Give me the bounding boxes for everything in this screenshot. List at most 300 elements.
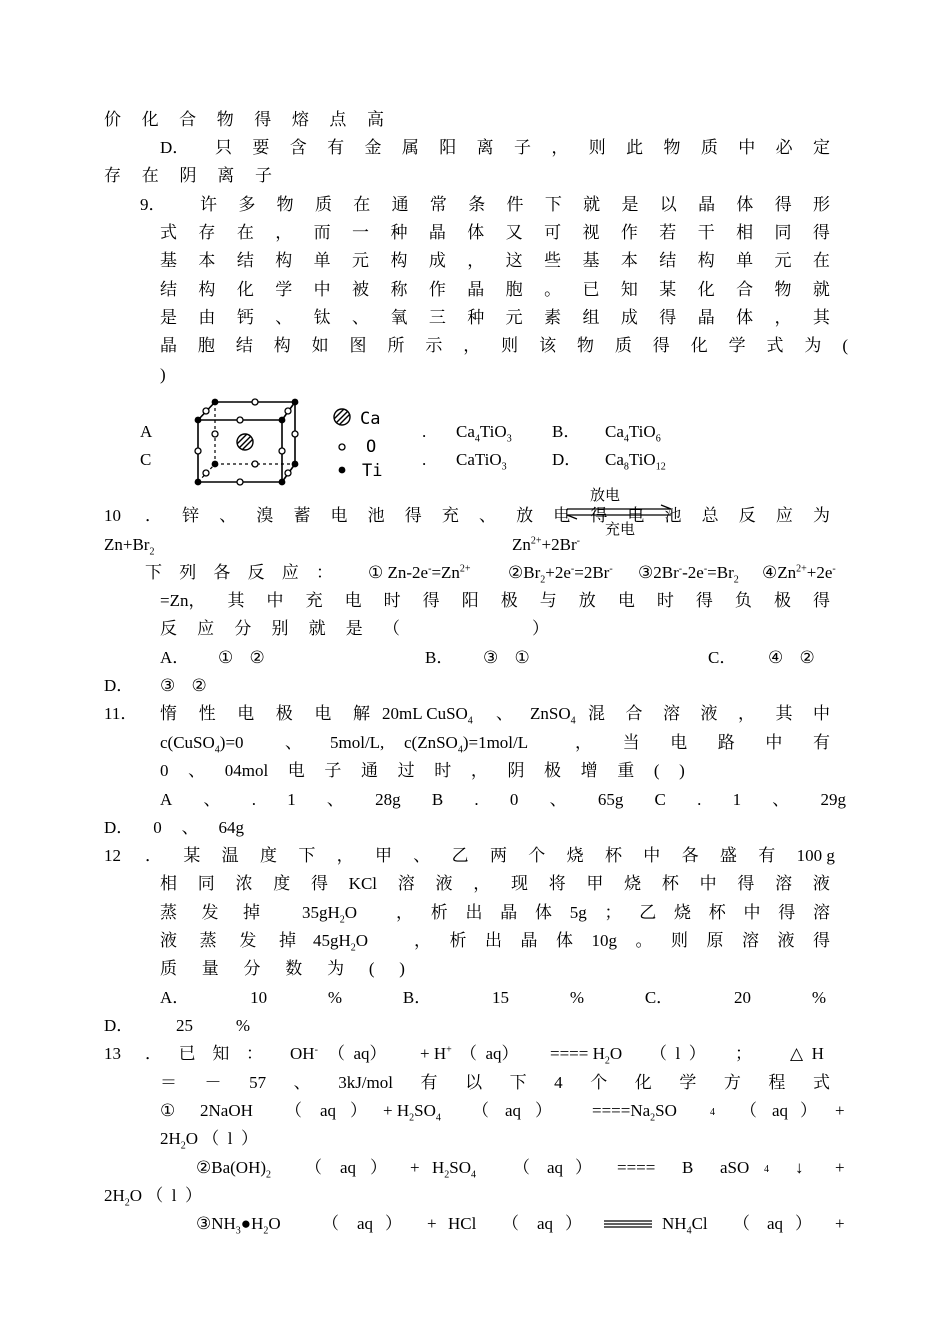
char: 、 — [413, 846, 431, 865]
char: ( — [842, 336, 848, 355]
char: % — [569, 988, 585, 1007]
char: 若 — [659, 223, 677, 242]
char: 该 — [539, 336, 557, 355]
char: 3kJ/mol — [338, 1073, 393, 1092]
char: 构 — [390, 251, 408, 270]
char: 得 — [590, 506, 608, 525]
char: 高 — [366, 110, 384, 129]
reversible-arrow — [565, 504, 675, 520]
q11-line-2d: c(ZnSO$_4$)=1mol/L — [404, 733, 529, 756]
q13-eq1-i: ） — [535, 1101, 552, 1120]
char: 素 — [544, 308, 562, 327]
char: 结 — [659, 251, 677, 270]
char: =Zn， — [160, 591, 206, 610]
char: . — [474, 790, 479, 809]
char: 程 — [768, 1073, 786, 1092]
char: ( — [653, 761, 660, 780]
q9-option-c-value: CaTiO$_3$ — [456, 450, 507, 473]
char: 掉 — [278, 931, 296, 950]
q13-eq3-i: ） — [565, 1214, 582, 1233]
char: 电 — [314, 704, 332, 723]
char: 浓 — [235, 874, 253, 893]
char: 则 — [588, 138, 606, 157]
char: 掉 — [243, 903, 260, 922]
char: 中 — [765, 733, 783, 752]
char: 。 — [635, 931, 653, 950]
char: A． — [160, 988, 190, 1007]
char: 、 — [188, 761, 206, 780]
q13-eq3-n: ） — [795, 1214, 812, 1233]
char: 构 — [273, 336, 291, 355]
char: 电 — [617, 591, 635, 610]
char: ， — [738, 704, 755, 723]
char: 放 — [578, 591, 596, 610]
char: 20 — [734, 988, 751, 1007]
char: 析 — [430, 903, 448, 922]
char: 此 — [626, 138, 644, 157]
char: 属 — [401, 138, 419, 157]
char: 体 — [556, 931, 573, 950]
char: 、 — [219, 506, 237, 525]
char: 质 — [314, 195, 332, 214]
q13-eq1-m: aq — [772, 1101, 789, 1120]
char: 构 — [697, 251, 715, 270]
char: 溴 — [256, 506, 274, 525]
char: 负 — [734, 591, 752, 610]
char: 学 — [679, 1073, 697, 1092]
char: 一 — [352, 223, 370, 242]
char: 基 — [582, 251, 600, 270]
q12-number: 12 — [104, 846, 121, 865]
char: 元 — [352, 251, 370, 270]
char: ， — [467, 251, 485, 270]
char: 得 — [404, 506, 422, 525]
q10-line-5-close: ） — [532, 619, 549, 638]
char: 这 — [505, 251, 523, 270]
char: 已 — [178, 1044, 196, 1063]
char: 式 — [160, 223, 177, 242]
char: 重 — [617, 761, 635, 780]
char: 杯 — [708, 903, 726, 922]
q13-eq2-line-2: $2H_2O$ （ l ） — [104, 1186, 203, 1209]
q13-delta-h: △ H — [790, 1044, 824, 1063]
q10-option-a: A． — [160, 648, 190, 667]
char: 化 — [690, 336, 708, 355]
char: 熔 — [291, 110, 309, 129]
q9-option-c-dot: . — [422, 450, 427, 469]
char: 相 — [160, 874, 177, 893]
char: 为 — [812, 506, 830, 525]
char: 100 g — [796, 846, 835, 865]
char: 溶 — [742, 931, 759, 950]
char: 增 — [580, 761, 598, 780]
char: ， — [470, 761, 488, 780]
q10-reaction-2: $②Br_2+2e^-=2Br^-$ — [508, 563, 613, 586]
char: 池 — [664, 506, 682, 525]
char: 得 — [813, 931, 830, 950]
q9-option-a-label: A — [140, 422, 153, 441]
char: 极 — [500, 591, 518, 610]
char: 阳 — [461, 591, 479, 610]
q10-discharge-label: 放电 — [590, 488, 621, 504]
q10-option-a-value: ① ② — [218, 648, 265, 667]
char: 胞 — [197, 336, 215, 355]
q12-options — [160, 988, 826, 1008]
char: 中 — [743, 903, 761, 922]
char: 许 — [200, 195, 217, 214]
q13-eq3-g: （ — [502, 1214, 519, 1233]
q13-aq-1: （ aq） — [328, 1044, 387, 1063]
q10-reaction-4: $④Zn^{2+}+2e^-$ — [762, 563, 836, 582]
q13-eq1-f: + $H_2SO_4$ — [383, 1101, 441, 1124]
char: 分 — [243, 959, 261, 978]
char: 个 — [590, 1073, 608, 1092]
q9-option-b-value: $Ca_4TiO_6$ — [605, 422, 661, 445]
char: 、 — [478, 506, 496, 525]
char: 形 — [813, 195, 830, 214]
q12-line-4c — [414, 931, 830, 951]
char: 结 — [235, 336, 253, 355]
char: 三 — [428, 308, 446, 327]
char: 4 — [554, 1073, 563, 1092]
char: 、 — [549, 790, 567, 809]
char: 存 — [198, 223, 216, 242]
char: 物 — [774, 280, 792, 299]
char: 电 — [344, 591, 362, 610]
q10-option-b: B． — [425, 648, 454, 667]
char: 则 — [501, 336, 519, 355]
char: 度 — [259, 846, 277, 865]
char: 些 — [544, 251, 562, 270]
q11-line-1a — [160, 704, 370, 724]
char: 放 — [516, 506, 534, 525]
q13-line-1-words — [145, 1044, 263, 1064]
char: ， — [414, 931, 431, 950]
char: 物 — [216, 110, 234, 129]
char: 杯 — [661, 874, 679, 893]
q13-eq2-j: ==== — [617, 1158, 656, 1177]
char: 极 — [773, 591, 791, 610]
char: 、 — [326, 790, 344, 809]
char: 单 — [736, 251, 754, 270]
char: 件 — [506, 195, 524, 214]
char: 单 — [313, 251, 331, 270]
char: 析 — [449, 931, 467, 950]
char: 其 — [775, 704, 793, 723]
char: 晶 — [467, 280, 485, 299]
char: 种 — [390, 223, 408, 242]
char: 方 — [723, 1073, 741, 1092]
q11-line-2b: 、 — [285, 733, 302, 752]
q10-option-b-value: ③ ① — [483, 648, 530, 667]
char: 相 — [736, 223, 754, 242]
char: 元 — [774, 251, 792, 270]
char: 可 — [544, 223, 562, 242]
q9-line-6 — [160, 336, 848, 356]
char: 得 — [774, 195, 792, 214]
char: 两 — [489, 846, 507, 865]
char: 晶 — [160, 336, 177, 355]
char: 又 — [505, 223, 523, 242]
q13-eq2-a: $②Ba(OH)_2$ — [196, 1158, 272, 1181]
char: 反 — [160, 619, 177, 638]
char: 质 — [700, 138, 718, 157]
char: % — [235, 1016, 250, 1035]
q9-option-a-value: $Ca_4TiO_3$ — [456, 422, 512, 445]
q13-eq1-a: ① — [160, 1101, 176, 1120]
q11-line-2c: 5mol/L, — [330, 733, 385, 752]
q13-line-2 — [160, 1073, 830, 1093]
char: 以 — [659, 195, 677, 214]
char: 有 — [812, 733, 830, 752]
char: 乙 — [451, 846, 469, 865]
q12-line-2 — [160, 874, 830, 894]
char: 度 — [273, 874, 291, 893]
char: 阴 — [179, 166, 197, 185]
char: 定 — [813, 138, 830, 157]
char: 、 — [293, 1073, 311, 1092]
char: 电 — [553, 506, 571, 525]
char: 得 — [695, 591, 713, 610]
q13-h: + H+ — [420, 1044, 452, 1063]
q12-line-4a — [160, 931, 296, 951]
char: 通 — [391, 195, 409, 214]
char: 溶 — [813, 903, 830, 922]
char: ． — [145, 846, 162, 865]
char: 本 — [620, 251, 638, 270]
char: 1 — [287, 790, 296, 809]
char: 、 — [772, 790, 790, 809]
char: 解 — [352, 704, 370, 723]
char: D． — [104, 818, 134, 837]
legend-ca: Ca — [360, 409, 381, 429]
char: 成 — [428, 251, 446, 270]
q13-eq1-k: 4 — [710, 1107, 715, 1118]
char: 盛 — [719, 846, 737, 865]
char: 在 — [141, 166, 159, 185]
q13-eq1-j: $====Na_2SO$ — [592, 1101, 677, 1124]
q9-line-1 — [200, 195, 830, 215]
char: ， — [473, 874, 491, 893]
char: 液 — [435, 874, 453, 893]
q13-eq: ==== $H_2O$ — [550, 1044, 623, 1067]
char: 合 — [736, 280, 754, 299]
char: 是 — [160, 308, 177, 327]
char: 得 — [659, 308, 677, 327]
char: 中 — [813, 704, 830, 723]
q9-number: 9． — [140, 195, 166, 214]
q11-line-1c: 、 — [496, 704, 513, 723]
q10-reactant: $Zn+Br_2$ — [104, 535, 155, 558]
q13-eq2-l: aSO — [720, 1158, 750, 1177]
q11-line-1e — [588, 704, 830, 724]
char: 15 — [492, 988, 510, 1007]
char: 合 — [179, 110, 197, 129]
char: 应 — [197, 619, 215, 638]
char: 各 — [213, 563, 231, 582]
q13-l-state: （ l ） — [650, 1044, 706, 1063]
char: 原 — [706, 931, 724, 950]
q13-eq2-n: ↓ — [795, 1158, 804, 1177]
char: 得 — [812, 591, 830, 610]
char: 0 — [153, 818, 162, 837]
q11-line-1b: 20mL CuSO$_4$ — [382, 704, 473, 727]
char: ， — [774, 308, 792, 327]
char: 电 — [287, 761, 305, 780]
char: 溶 — [775, 874, 793, 893]
char: 时 — [656, 591, 674, 610]
char: ； — [604, 903, 622, 922]
char: 晶 — [698, 195, 716, 214]
char: 惰 — [160, 704, 177, 723]
char: 就 — [583, 195, 601, 214]
q13-eq3-f: HCl — [448, 1214, 477, 1233]
char: 电 — [670, 733, 688, 752]
char: 得 — [310, 874, 328, 893]
q13-eq3-d: ） — [385, 1214, 402, 1233]
char: 蓄 — [293, 506, 311, 525]
char: 化 — [236, 280, 254, 299]
q9-option-b-label: B． — [552, 422, 581, 441]
char: 为 — [804, 336, 822, 355]
char: 10g — [591, 931, 617, 950]
char: 蒸 — [160, 903, 177, 922]
q10-option-d-value: ③ ② — [160, 676, 207, 695]
q13-eq1-line-2: $2H_2O$ （ l ） — [160, 1129, 259, 1152]
char: 成 — [620, 308, 638, 327]
char: 同 — [774, 223, 792, 242]
char: 得 — [652, 336, 670, 355]
char: 蒸 — [199, 931, 217, 950]
char: 学 — [728, 336, 746, 355]
char: 液 — [812, 874, 830, 893]
char: 64g — [218, 818, 244, 837]
char: 发 — [201, 903, 219, 922]
char: 反 — [738, 506, 756, 525]
char: ， — [575, 733, 592, 752]
char: 阴 — [507, 761, 525, 780]
q13-oh: OH- — [290, 1044, 318, 1063]
char: 常 — [429, 195, 447, 214]
char: 胞 — [505, 280, 523, 299]
char: 充 — [305, 591, 323, 610]
char: 知 — [212, 1044, 230, 1063]
char: 有 — [420, 1073, 438, 1092]
char: ) — [399, 959, 405, 978]
q9-line-5 — [160, 308, 830, 328]
char: 出 — [485, 931, 502, 950]
q11-line-2a: c(CuSO$_4$)=0 — [160, 733, 244, 756]
q13-eq1-o: + — [835, 1101, 845, 1120]
char: 列 — [179, 563, 197, 582]
char: 结 — [160, 280, 177, 299]
char: 如 — [311, 336, 329, 355]
q9-paren-close: ) — [160, 365, 166, 384]
q10-line-5 — [160, 619, 400, 639]
char: ， — [275, 223, 293, 242]
q13-eq1-l: （ — [740, 1101, 757, 1120]
char: 则 — [671, 931, 688, 950]
char: 。 — [544, 280, 562, 299]
char: 下 — [509, 1073, 527, 1092]
char: 晶 — [500, 903, 518, 922]
char: 本 — [198, 251, 216, 270]
q11-number: 11． — [104, 704, 138, 723]
char: 就 — [812, 280, 830, 299]
char: 点 — [329, 110, 347, 129]
char: 池 — [367, 506, 385, 525]
char: 得 — [812, 223, 830, 242]
char: 中 — [738, 138, 756, 157]
char: 杯 — [604, 846, 622, 865]
char: 学 — [275, 280, 293, 299]
char: 示 — [425, 336, 443, 355]
char: 总 — [701, 506, 719, 525]
q11-option-d — [104, 818, 244, 838]
q9-option-a-dot: . — [422, 422, 427, 441]
q13-eq3-b: （ — [322, 1214, 339, 1233]
char: 各 — [681, 846, 699, 865]
q10-line-4 — [160, 591, 830, 611]
char: 化 — [141, 110, 159, 129]
q13-semicolon: ； — [735, 1044, 752, 1063]
char: ： — [245, 1044, 263, 1063]
char: 烧 — [566, 846, 584, 865]
char: 物 — [276, 195, 294, 214]
char: 过 — [397, 761, 415, 780]
char: 甲 — [586, 874, 604, 893]
char: 作 — [428, 280, 446, 299]
char: 在 — [236, 223, 254, 242]
q9-line-4 — [160, 280, 830, 300]
char: 烧 — [624, 874, 642, 893]
q12-line-3a — [160, 903, 260, 923]
char: ， — [336, 846, 354, 865]
q8-option-d-line-2 — [104, 166, 272, 186]
char: 组 — [582, 308, 600, 327]
char: 电 — [627, 506, 645, 525]
q10-product: $Zn^{2+}+2Br^-$ — [512, 535, 580, 554]
char: 0 — [160, 761, 169, 780]
q13-eq2-b: （ — [305, 1158, 322, 1177]
char: 65g — [597, 790, 624, 809]
char: 化 — [634, 1073, 652, 1092]
char: 含 — [289, 138, 307, 157]
char: 钛 — [313, 308, 331, 327]
char: 溶 — [397, 874, 415, 893]
char: ) — [679, 761, 685, 780]
char: 得 — [422, 591, 440, 610]
q10-line-3-words — [145, 563, 333, 583]
q10-number: 10 — [104, 506, 121, 525]
char: 25 — [176, 1016, 194, 1035]
char: 29g — [820, 790, 846, 809]
char: ， — [463, 336, 481, 355]
char: 称 — [390, 280, 408, 299]
q10-option-d: D． — [104, 676, 134, 695]
char: 基 — [160, 251, 177, 270]
char: 个 — [528, 846, 546, 865]
char: 所 — [387, 336, 405, 355]
char: 离 — [217, 166, 235, 185]
char: 有 — [327, 138, 345, 157]
char: 反 — [247, 563, 265, 582]
q12-line-3b: $35gH_2O$ — [302, 903, 358, 926]
char: 视 — [582, 223, 600, 242]
char: 某 — [183, 846, 201, 865]
char: 应 — [775, 506, 793, 525]
char: 中 — [643, 846, 661, 865]
